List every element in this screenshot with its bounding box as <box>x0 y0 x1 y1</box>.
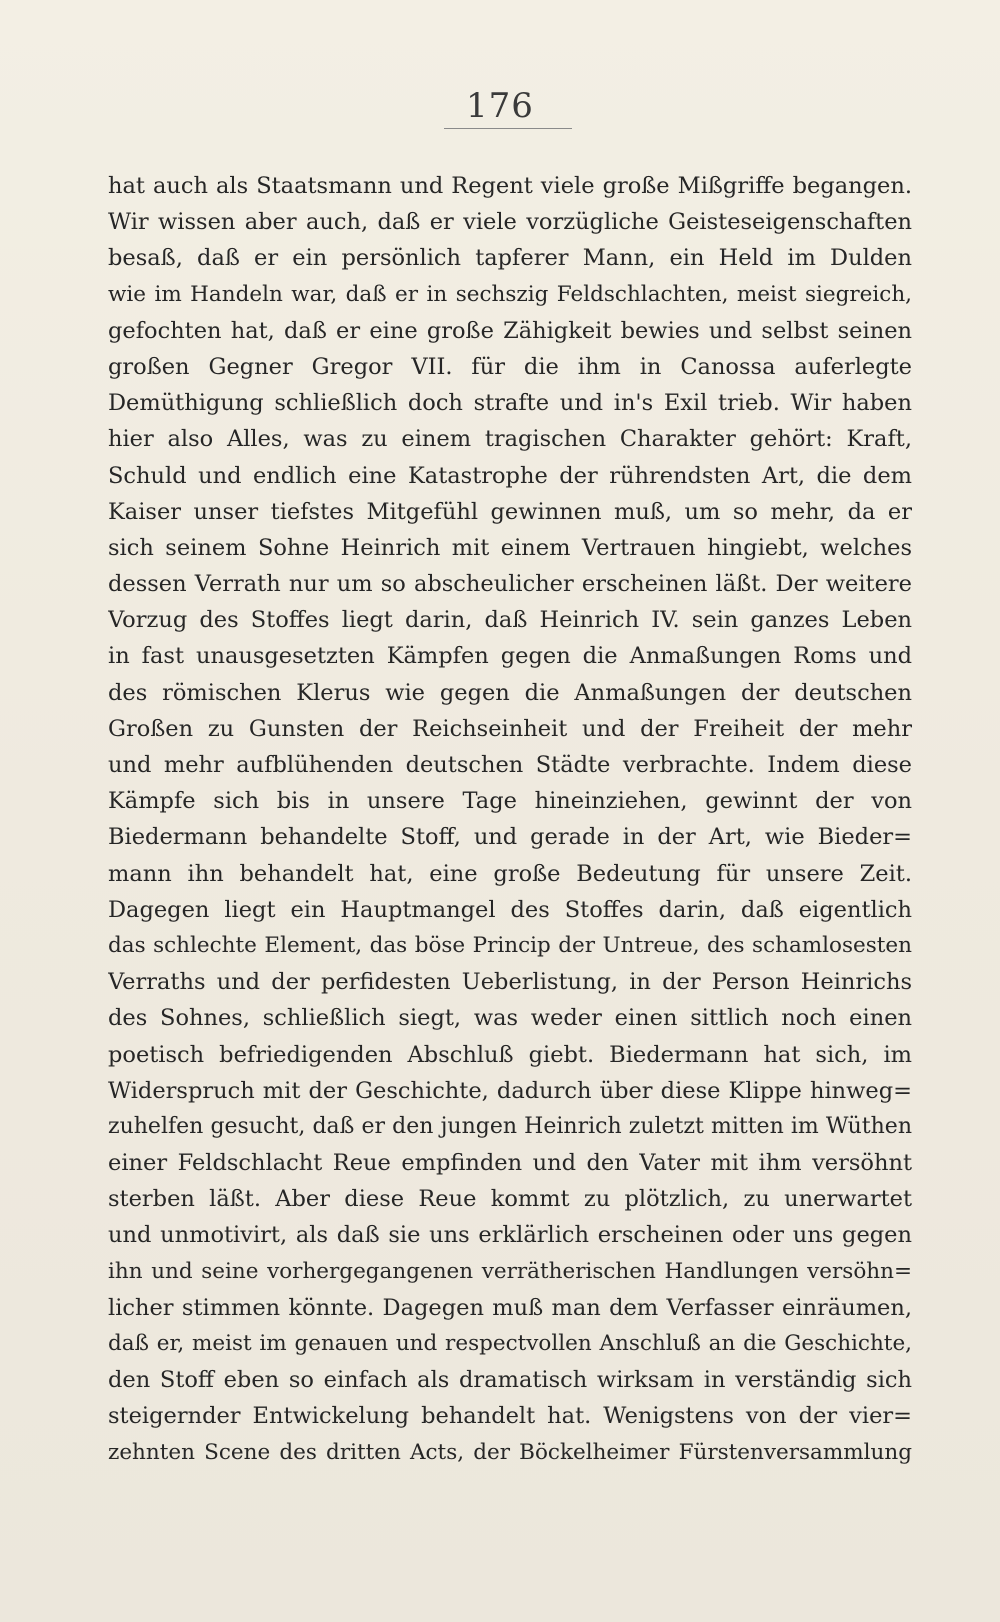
text-line: ihn und seine vorhergegangenen verrätherischen Handlungen versöhn= <box>108 1258 912 1284</box>
text-line: einer Feldschlacht Reue empfinden und den Vater mit ihm versöhnt <box>108 1150 912 1177</box>
text-line: und mehr aufblühenden deutschen Städte verbrachte. Indem diese <box>108 752 912 778</box>
text-line: daß er, meist im genauen und respectvollen Anschluß an die Geschichte, <box>108 1331 912 1356</box>
text-line: steigernder Entwickelung behandelt hat. Wenigstens von der vier= <box>108 1403 912 1430</box>
page-number: 176 <box>466 86 534 126</box>
text-line: Kämpfe sich bis in unsere Tage hineinziehen, gewinnt der von <box>108 788 912 815</box>
text-line: hat auch als Staatsmann und Regent viele große Mißgriffe begangen. <box>108 173 912 199</box>
header-rule <box>444 128 572 129</box>
text-line: poetisch befriedigenden Abschluß giebt. Biedermann hat sich, im <box>108 1041 912 1068</box>
text-line: Biedermann behandelte Stoff, und gerade in der Art, wie Bieder= <box>108 824 912 851</box>
text-line: des Sohnes, schließlich siegt, was weder einen sittlich noch einen <box>108 1005 912 1032</box>
text-line: des römischen Klerus wie gegen die Anmaßungen der deutschen <box>108 679 912 706</box>
text-line: Kaiser unser tiefstes Mitgefühl gewinnen muß, um so mehr, da er <box>108 498 912 525</box>
text-line: großen Gegner Gregor VII. für die ihm in Canossa auferlegte <box>108 353 912 380</box>
text-line: sich seinem Sohne Heinrich mit einem Vertrauen hingiebt, welches <box>108 534 912 561</box>
text-line: in fast unausgesetzten Kämpfen gegen die Anmaßungen Roms und <box>108 643 912 670</box>
text-line: Demüthigung schließlich doch strafte und in's Exil trieb. Wir haben <box>108 390 912 417</box>
text-line: dessen Verrath nur um so abscheulicher erscheinen läßt. Der weitere <box>108 571 912 598</box>
text-line: Großen zu Gunsten der Reichseinheit und der Freiheit der mehr <box>108 715 912 742</box>
text-line: das schlechte Element, das böse Princip der Untreue, des schamlosesten <box>108 932 912 958</box>
text-line: sterben läßt. Aber diese Reue kommt zu plötzlich, zu unerwartet <box>108 1186 912 1213</box>
text-line: Wir wissen aber auch, daß er viele vorzügliche Geisteseigenschaften <box>108 209 912 236</box>
text-line: hier also Alles, was zu einem tragischen Charakter gehört: Kraft, <box>108 426 912 453</box>
text-line: den Stoff eben so einfach als dramatisch wirksam in verständig sich <box>108 1367 912 1394</box>
text-line: Dagegen liegt ein Hauptmangel des Stoffes darin, daß eigentlich <box>108 896 912 923</box>
body-text <box>108 168 912 1471</box>
text-line: Vorzug des Stoffes liegt darin, daß Heinrich IV. sein ganzes Leben <box>108 607 912 634</box>
text-line: und unmotivirt, als daß sie uns erklärlich erscheinen oder uns gegen <box>108 1222 912 1249</box>
text-line: Verraths und der perfidesten Ueberlistung, in der Person Heinrichs <box>108 969 912 996</box>
text-line: Schuld und endlich eine Katastrophe der rührendsten Art, die dem <box>108 462 912 489</box>
text-line: besaß, daß er ein persönlich tapferer Mann, ein Held im Dulden <box>108 245 912 272</box>
text-line: wie im Handeln war, daß er in sechszig Feldschlachten, meist siegreich, <box>108 281 912 307</box>
text-line: zehnten Scene des dritten Acts, der Böckelheimer Fürstenversammlung <box>108 1439 912 1465</box>
text-line: gefochten hat, daß er eine große Zähigkeit bewies und selbst seinen <box>108 317 912 344</box>
text-line: mann ihn behandelt hat, eine große Bedeutung für unsere Zeit. <box>108 860 912 887</box>
text-line: Widerspruch mit der Geschichte, dadurch über diese Klippe hinweg= <box>108 1077 912 1104</box>
text-line: licher stimmen könnte. Dagegen muß man dem Verfasser einräumen, <box>108 1294 912 1321</box>
text-line: zuhelfen gesucht, daß er den jungen Heinrich zuletzt mitten im Wüthen <box>108 1113 912 1139</box>
